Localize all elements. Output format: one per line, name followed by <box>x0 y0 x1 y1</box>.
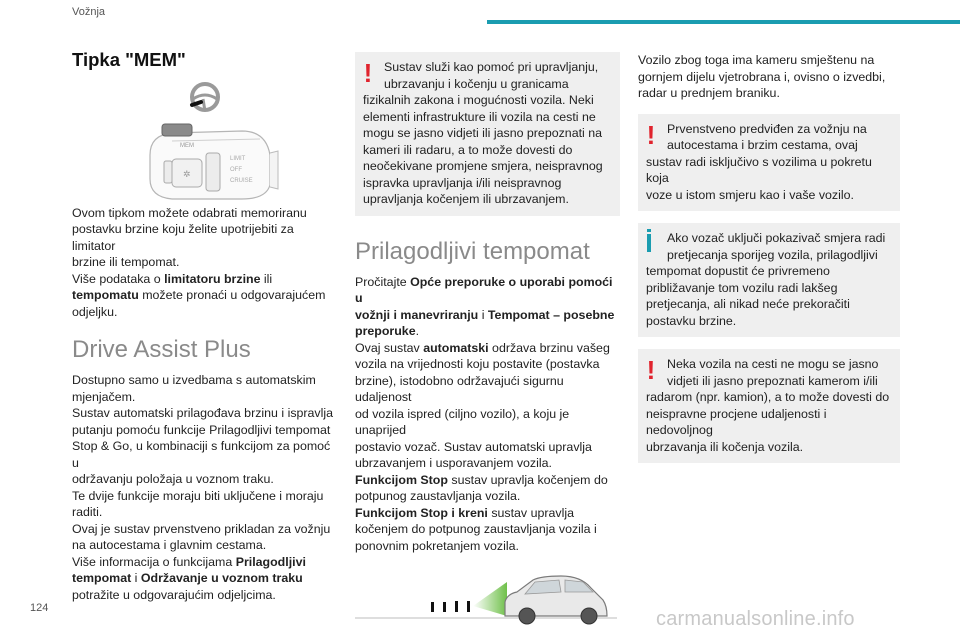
drive-assist-plus-heading: Drive Assist Plus <box>72 336 251 363</box>
warning-box-detection: ! Neka vozila na cesti ne mogu se jasno vidjeti ili jasno prepoznati kamerom i/ili radarom (npr. kamion), a to može dovesti do neispravne procjene udaljenosti i nedovoljnog ubrzavanja ili kočenja vozila. <box>638 349 900 463</box>
mem-button-heading: Tipka "MEM" <box>72 49 186 70</box>
warning-exclamation-icon: ! <box>363 58 373 88</box>
adaptive-cruise-heading: Prilagodljivi tempomat <box>355 237 590 265</box>
watermark: carmanualsonline.info <box>656 608 855 630</box>
svg-text:✲: ✲ <box>183 168 191 179</box>
info-box-overtaking: Ako vozač uključi pokazivač smjera radi pretjecanja sporijeg vozila, prilagodljivi tempomat dopustit će privremeno približavanje tom vozilu radi lakšeg pretjecanja, ali nikad neće prekoračiti postavku brzine. <box>638 223 900 337</box>
mem-description: Ovom tipkom možete odabrati memoriranu postavku brzine koju želite upotrijebiti za limitator brzine ili tempomat. Više podataka o limitatoru brzine ili tempomatu možete pronaći u odgovarajućem odjeljku. <box>72 205 326 319</box>
camera-radar-description: Vozilo zbog toga ima kameru smještenu na gornjem dijelu vjetrobrana i, ovisno o izvedbi, radar u prednjem braniku. <box>638 53 886 100</box>
cruise-control-stalk-illustration <box>72 81 334 201</box>
stalk-label-limit: LIMIT <box>230 155 246 162</box>
adaptive-cruise-car-illustration <box>355 572 617 632</box>
warning-exclamation-icon: ! <box>646 119 656 150</box>
stalk-label-cruise: CRUISE <box>230 177 253 184</box>
warning-box-highways: ! Prvenstveno predviđen za vožnju na autocestama i brzim cestama, ovaj sustav radi isključivo s vozilima u pokretu koja voze u istom smjeru kao i vaše vozilo. <box>638 114 900 212</box>
column-3 <box>638 52 900 463</box>
warning-box-limits: ! Sustav služi kao pomoć pri upravljanju, ubrzavanju i kočenju u granicama fizikalnih zakona i mogućnosti vozila. Neki elementi infrastrukture ili vozila na cesti ne mogu se jasno vidjeti ili jasno prepoznati na kameri ili radaru, a to može dovesti do neočekivane promjene smjera, neispravnog ispravka upravljanja i/ili neispravnog upravljanja kočenjem ili ubrzavanjem. <box>355 52 620 216</box>
adaptive-cruise-description: Pročitajte Opće preporuke o uporabi pomoći u vožnji i manevriranju i Tempomat – posebne preporuke. Ovaj sustav automatski održava brzinu vašeg vozila na vrijednosti koju postavite (postavka brzine), istodobno održavajući sigurnu udaljenost od vozila ispred (ciljno vozilo), a koju je unaprijed postavio vozač. Sustav automatski upravlja ubrzavanjem i usporavanjem vozila. Funkcijom Stop sustav upravlja kočenjem do potpunog zaustavljanja vozila. Funkcijom Stop i kreni sustav upravlja kočenjem do potpunog zaustavljanja vozila i ponovnim pokretanjem vozila. <box>355 274 615 553</box>
column-2 <box>355 52 620 632</box>
warning-exclamation-icon: ! <box>646 355 656 385</box>
header-section-title: Vožnja <box>72 6 106 18</box>
stalk-label-mem: MEM <box>180 142 194 149</box>
header-accent-bar <box>487 20 960 24</box>
stalk-label-off: OFF <box>230 166 242 173</box>
steering-wheel-icon <box>192 84 218 111</box>
column-1 <box>72 49 334 603</box>
page-number: 124 <box>30 602 49 614</box>
drive-assist-description: Dostupno samo u izvedbama s automatskim mjenjačem. Sustav automatski prilagođava brzinu i ispravlja putanju pomoću funkcije Prilagodljivi tempomat Stop & Go, u kombinaciji s funkcijom za pomoć u održavanju položaja u voznom traku. Te dvije funkcije moraju biti uključene i moraju raditi. Ovaj je sustav prvenstveno prikladan za vožnju na autocestama i glavnim cestama. Više informacija o funkcijama Prilagodljivi tempomat i Održavanje u voznom traku potražite u odgovarajućim odjeljcima. <box>72 373 334 602</box>
